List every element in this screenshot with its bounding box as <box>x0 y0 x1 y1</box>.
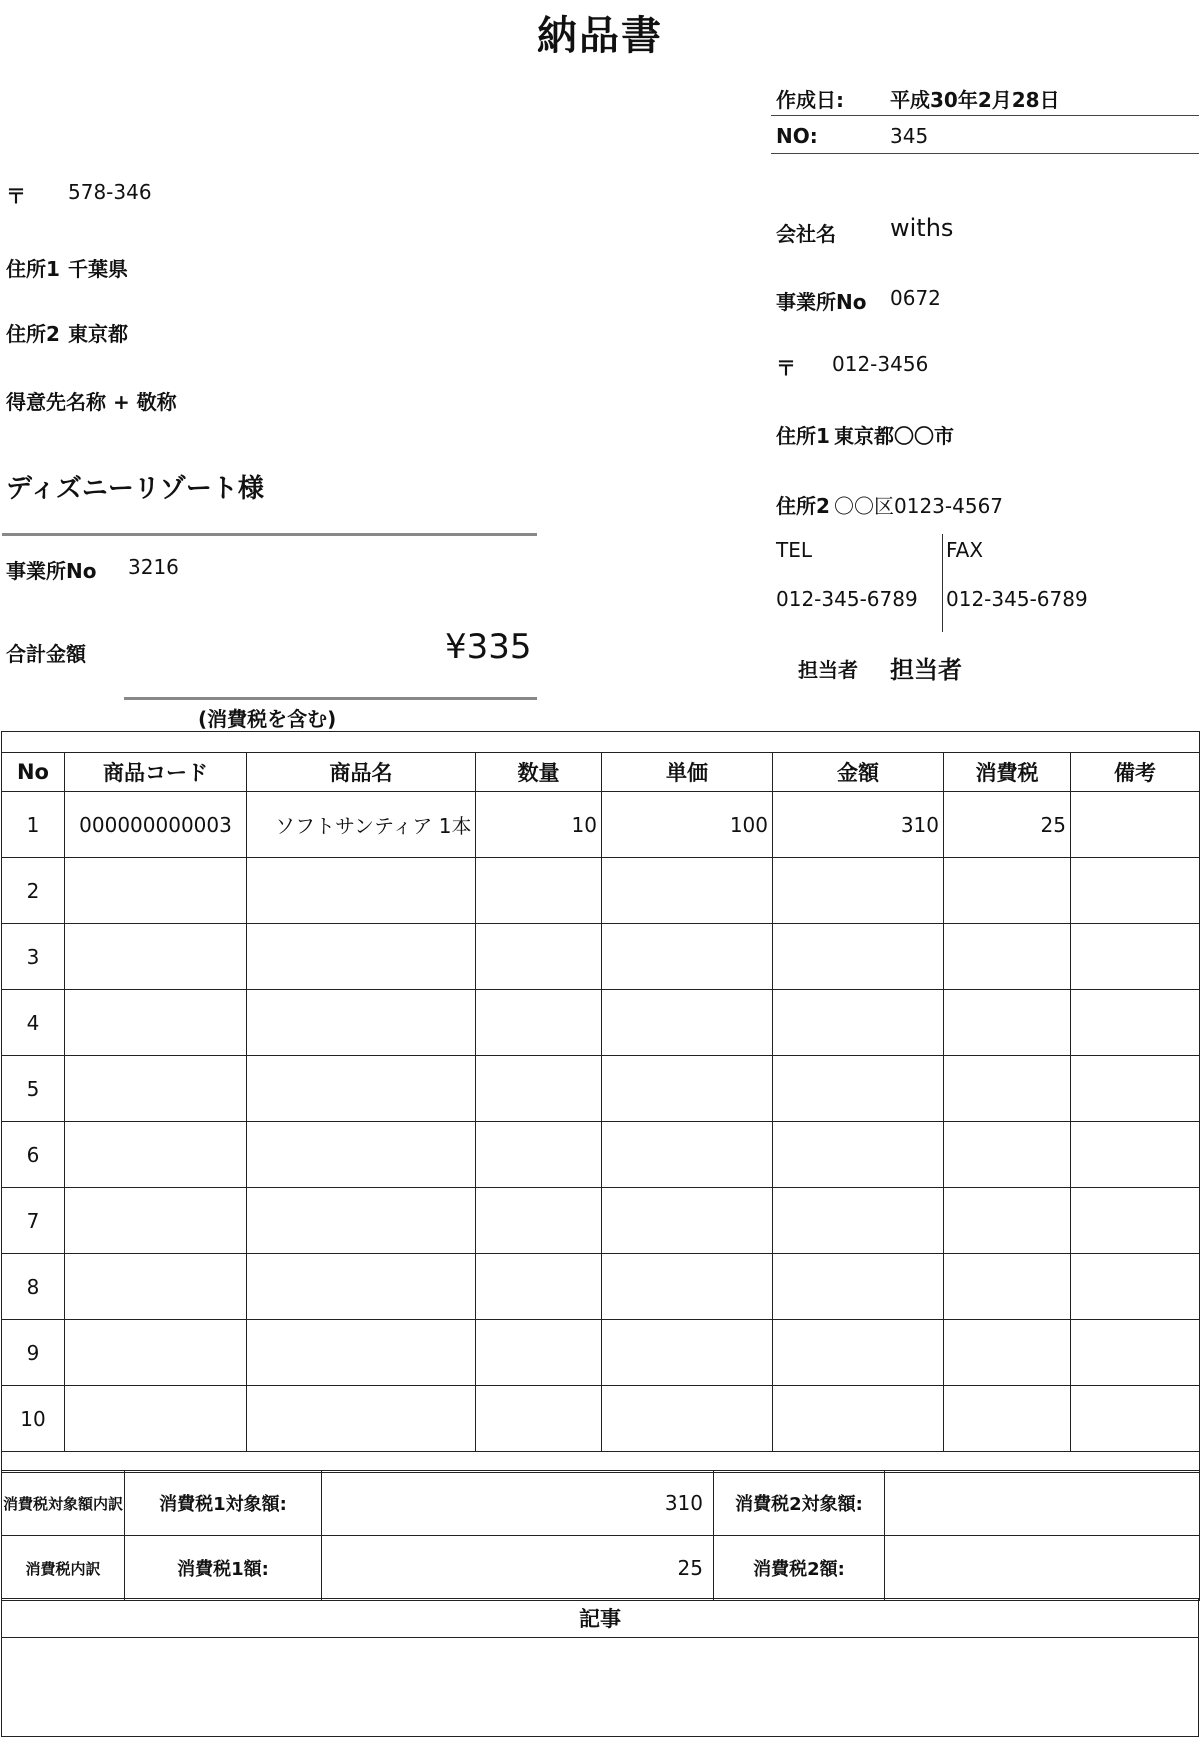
total-label: 合計金額 <box>6 642 86 666</box>
row-code: 000000000003 <box>65 792 247 858</box>
company-addr1-label: 住所1 <box>776 424 830 448</box>
customer-addr1: 千葉県 <box>68 257 128 281</box>
row-qty <box>476 1386 602 1452</box>
total-amount: ¥335 <box>445 627 532 667</box>
row-name <box>247 1320 476 1386</box>
row-tax <box>944 1122 1071 1188</box>
header-no: No <box>2 753 65 792</box>
row-price <box>602 924 773 990</box>
row-name <box>247 1188 476 1254</box>
company-office-no: 0672 <box>890 286 941 310</box>
row-amount: 310 <box>773 792 944 858</box>
customer-postal: 578-346 <box>68 180 152 204</box>
header-qty: 数量 <box>476 753 602 792</box>
row-note <box>1071 1056 1200 1122</box>
tax-target-breakdown-label: 消費税対象額内訳 <box>2 1471 125 1536</box>
row-no: 7 <box>2 1188 65 1254</box>
row-amount <box>773 1320 944 1386</box>
tax2-amount-label: 消費税2額: <box>714 1536 885 1601</box>
row-qty <box>476 858 602 924</box>
row-code <box>65 858 247 924</box>
row-name <box>247 990 476 1056</box>
company-name-label: 会社名 <box>776 222 836 246</box>
row-tax <box>944 990 1071 1056</box>
table-row <box>2 1188 1200 1254</box>
row-name <box>247 1254 476 1320</box>
row-amount <box>773 858 944 924</box>
row-name: ソフトサンティア 1本 <box>247 792 476 858</box>
customer-addr2-label: 住所2 <box>6 322 60 346</box>
table-row <box>2 1056 1200 1122</box>
row-amount <box>773 1122 944 1188</box>
row-qty <box>476 924 602 990</box>
table-row <box>2 858 1200 924</box>
row-code <box>65 1188 247 1254</box>
header-price: 単価 <box>602 753 773 792</box>
table-row <box>2 924 1200 990</box>
row-no: 2 <box>2 858 65 924</box>
row-code <box>65 990 247 1056</box>
row-price <box>602 858 773 924</box>
row-note <box>1071 1386 1200 1452</box>
header-note: 備考 <box>1071 753 1200 792</box>
row-code <box>65 924 247 990</box>
row-note <box>1071 858 1200 924</box>
row-note <box>1071 792 1200 858</box>
row-tax <box>944 924 1071 990</box>
notes-body <box>2 1638 1199 1737</box>
customer-name: ディズニーリゾート様 <box>6 474 264 504</box>
table-row <box>2 1320 1200 1386</box>
table-row <box>2 990 1200 1056</box>
items-top-spacer-cell <box>2 732 1200 753</box>
document-title: 納品書 <box>537 13 663 59</box>
tax2-amount-value <box>885 1536 1200 1601</box>
row-price <box>602 1254 773 1320</box>
table-row <box>2 1254 1200 1320</box>
customer-office-label: 事業所No <box>6 559 97 583</box>
row-note <box>1071 990 1200 1056</box>
row-no: 5 <box>2 1056 65 1122</box>
row-qty: 10 <box>476 792 602 858</box>
row-name <box>247 1386 476 1452</box>
header-code: 商品コード <box>65 753 247 792</box>
tax2-target-value <box>885 1471 1200 1536</box>
row-tax <box>944 1188 1071 1254</box>
tel-value: 012-345-6789 <box>776 587 918 611</box>
company-addr2-label: 住所2 <box>776 494 830 518</box>
row-no: 10 <box>2 1386 65 1452</box>
row-note <box>1071 1320 1200 1386</box>
customer-postal-mark: 〒 <box>6 184 26 208</box>
row-code <box>65 1056 247 1122</box>
row-amount <box>773 990 944 1056</box>
row-tax: 25 <box>944 792 1071 858</box>
header-tax: 消費税 <box>944 753 1071 792</box>
notes-label: 記事 <box>2 1599 1199 1638</box>
staff-name: 担当者 <box>890 656 962 684</box>
company-addr2: 〇〇区0123-4567 <box>834 494 1004 518</box>
date-value: 平成30年2月28日 <box>890 88 1060 112</box>
row-qty <box>476 1122 602 1188</box>
fax-value: 012-345-6789 <box>946 587 1088 611</box>
notes-header-row <box>2 1599 1199 1638</box>
row-note <box>1071 1122 1200 1188</box>
table-row <box>2 792 1200 858</box>
row-amount <box>773 1056 944 1122</box>
row-no: 8 <box>2 1254 65 1320</box>
tax-target-row <box>2 1471 1200 1536</box>
row-tax <box>944 858 1071 924</box>
row-amount <box>773 1188 944 1254</box>
company-postal-mark: 〒 <box>776 356 796 380</box>
row-name <box>247 1056 476 1122</box>
customer-office-no: 3216 <box>128 555 179 579</box>
items-header-row <box>2 753 1200 792</box>
row-code <box>65 1320 247 1386</box>
header-name: 商品名 <box>247 753 476 792</box>
customer-name-caption: 得意先名称 + 敬称 <box>6 390 177 414</box>
row-amount <box>773 1386 944 1452</box>
tax1-target-label: 消費税1対象額: <box>125 1471 322 1536</box>
customer-addr2: 東京都 <box>68 322 128 346</box>
header-amount: 金額 <box>773 753 944 792</box>
row-tax <box>944 1386 1071 1452</box>
row-qty <box>476 1188 602 1254</box>
row-price <box>602 1320 773 1386</box>
tax-amount-row <box>2 1536 1200 1601</box>
row-name <box>247 1122 476 1188</box>
row-price: 100 <box>602 792 773 858</box>
row-note <box>1071 924 1200 990</box>
row-tax <box>944 1254 1071 1320</box>
tax1-amount-value: 25 <box>322 1536 714 1601</box>
row-qty <box>476 1254 602 1320</box>
table-row <box>2 1386 1200 1452</box>
row-price <box>602 1056 773 1122</box>
company-postal: 012-3456 <box>832 352 929 376</box>
notes-body-row <box>2 1638 1199 1737</box>
row-code <box>65 1386 247 1452</box>
row-code <box>65 1254 247 1320</box>
no-label: NO: <box>776 124 818 148</box>
customer-name-underline <box>2 533 537 536</box>
row-price <box>602 1122 773 1188</box>
tax1-amount-label: 消費税1額: <box>125 1536 322 1601</box>
items-table <box>1 731 1200 1473</box>
tax-summary-table <box>1 1470 1200 1601</box>
no-value: 345 <box>890 124 929 148</box>
row-no: 3 <box>2 924 65 990</box>
row-price <box>602 990 773 1056</box>
tax-breakdown-label: 消費税内訳 <box>2 1536 125 1601</box>
staff-label: 担当者 <box>798 658 858 682</box>
company-addr1: 東京都〇〇市 <box>834 424 954 448</box>
tax-included-note: (消費税を含む) <box>198 707 337 731</box>
row-no: 1 <box>2 792 65 858</box>
row-name <box>247 924 476 990</box>
row-amount <box>773 924 944 990</box>
total-underline <box>124 697 537 700</box>
company-name: withs <box>890 214 954 242</box>
customer-addr1-label: 住所1 <box>6 257 60 281</box>
row-amount <box>773 1254 944 1320</box>
row-name <box>247 858 476 924</box>
tax2-target-label: 消費税2対象額: <box>714 1471 885 1536</box>
row-price <box>602 1386 773 1452</box>
row-tax <box>944 1056 1071 1122</box>
row-qty <box>476 990 602 1056</box>
tel-label: TEL <box>776 538 812 562</box>
meta-divider-1 <box>771 115 1199 116</box>
table-row <box>2 1122 1200 1188</box>
row-qty <box>476 1320 602 1386</box>
items-top-spacer <box>2 732 1200 753</box>
row-note <box>1071 1188 1200 1254</box>
tax1-target-value: 310 <box>322 1471 714 1536</box>
row-tax <box>944 1320 1071 1386</box>
row-no: 6 <box>2 1122 65 1188</box>
row-no: 9 <box>2 1320 65 1386</box>
row-price <box>602 1188 773 1254</box>
meta-divider-2 <box>771 153 1199 154</box>
notes-table <box>1 1598 1199 1737</box>
row-note <box>1071 1254 1200 1320</box>
tel-fax-divider <box>942 534 943 632</box>
company-office-label: 事業所No <box>776 290 867 314</box>
row-code <box>65 1122 247 1188</box>
row-qty <box>476 1056 602 1122</box>
row-no: 4 <box>2 990 65 1056</box>
fax-label: FAX <box>946 538 984 562</box>
date-label: 作成日: <box>776 88 844 112</box>
